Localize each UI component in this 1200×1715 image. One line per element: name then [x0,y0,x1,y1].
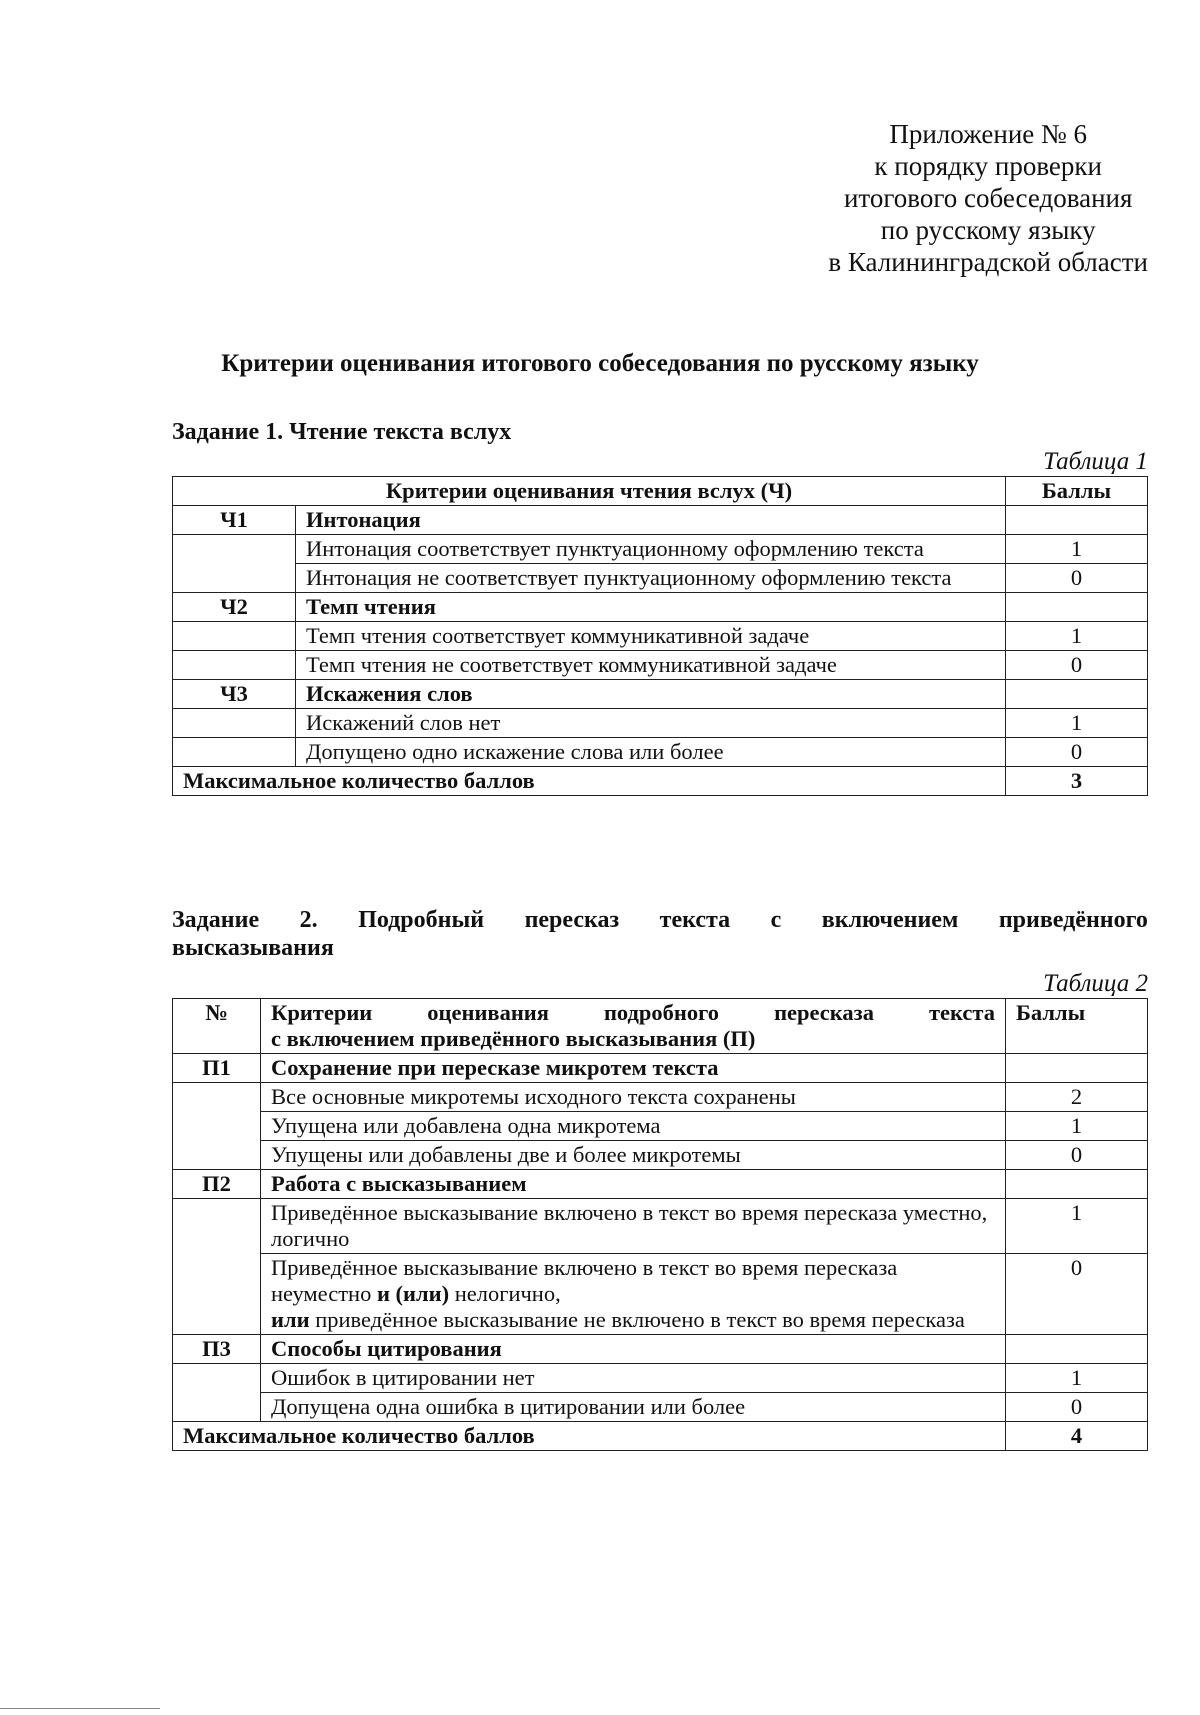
criterion-text: Упущена или добавлена одна микротема [261,1112,1006,1141]
total-score: 4 [1006,1422,1148,1451]
score-cell [1006,1054,1148,1083]
score-cell: 1 [1006,535,1148,564]
score-cell: 2 [1006,1083,1148,1112]
criterion-code: П2 [173,1170,261,1199]
reading-criteria-table [172,476,1148,796]
empty-cell [173,535,296,593]
table-row [173,1364,1148,1393]
score-cell: 1 [1006,709,1148,738]
score-cell: 1 [1006,622,1148,651]
criterion-text: Упущены или добавлены две и более микротемы [261,1141,1006,1170]
table-row [173,709,1148,738]
score-cell: 1 [1006,1364,1148,1393]
header-criteria [261,999,1006,1054]
header-score: Баллы [1006,999,1148,1054]
heading-word: с [770,907,782,933]
total-score: 3 [1006,767,1148,796]
criterion-text: Темп чтения соответствует коммуникативной задаче [296,622,1006,651]
table1-caption: Таблица 1 [1043,448,1148,475]
criterion-code: П3 [173,1335,261,1364]
document-title: Критерии оценивания итогового собеседования по русскому языку [221,350,979,377]
empty-cell [173,1364,261,1422]
header-score: Баллы [1006,477,1148,506]
table-row [173,1335,1148,1364]
criterion-title: Работа с высказыванием [261,1170,1006,1199]
heading-word: 2. [299,907,318,933]
table-row [173,622,1148,651]
table-row [173,1393,1148,1422]
score-cell: 1 [1006,1199,1148,1254]
appendix-line: к порядку проверки [874,151,1102,181]
table-row [173,651,1148,680]
empty-cell [173,709,296,738]
criterion-text: Интонация не соответствует пунктуационному оформлению текста [296,564,1006,593]
appendix-line: Приложение № 6 [889,119,1088,149]
table-row [173,680,1148,709]
heading-word: приведённого [998,907,1148,933]
empty-cell [173,1083,261,1170]
table-row [173,506,1148,535]
heading-word: Подробный [358,907,485,933]
bottom-scan-line [0,1708,160,1709]
empty-cell [173,1199,261,1335]
appendix-line: по русскому языку [880,215,1096,245]
table-row [173,593,1148,622]
table-header-row [173,999,1148,1054]
criterion-text: Все основные микротемы исходного текста сохранены [261,1083,1006,1112]
heading-word: включением [821,907,959,933]
score-cell: 0 [1006,1393,1148,1422]
task2-heading-line1 [172,906,1148,934]
criterion-text: Допущено одно искажение слова или более [296,738,1006,767]
appendix-line: итогового собеседования [843,183,1133,213]
criterion-title: Темп чтения [296,593,1006,622]
criterion-text: Допущена одна ошибка в цитировании или более [261,1393,1006,1422]
task2-heading [172,906,1148,962]
criterion-text: Интонация соответствует пунктуационному оформлению текста [296,535,1006,564]
criterion-title: Интонация [296,506,1006,535]
score-cell [1006,1335,1148,1364]
score-cell: 0 [1006,738,1148,767]
score-cell [1006,1170,1148,1199]
table-header-row [173,477,1148,506]
table-row [173,1083,1148,1112]
text-part-bold: и (или) [376,1281,450,1306]
criterion-code: Ч3 [173,680,296,709]
header-criteria: Критерии оценивания чтения вслух (Ч) [173,477,1006,506]
task1-heading: Задание 1. Чтение текста вслух [172,419,512,445]
criterion-text: Темп чтения не соответствует коммуникативной задаче [296,651,1006,680]
table-row [173,1199,1148,1254]
criterion-text [261,1254,1006,1335]
header-number: № [173,999,261,1054]
total-label: Максимальное количество баллов [173,1422,1006,1451]
task2-heading-line2: высказывания [172,935,334,961]
table-row [173,738,1148,767]
criterion-title: Сохранение при пересказе микротем текста [261,1054,1006,1083]
score-cell: 0 [1006,564,1148,593]
header-criteria-line1: Критерии оценивания подробного пересказа текста [271,1000,995,1025]
appendix-line: в Калининградской области [828,247,1148,277]
text-part-bold: или [271,1307,310,1332]
criterion-title: Искажения слов [296,680,1006,709]
empty-cell [173,622,296,651]
text-part: нелогично, [449,1281,561,1306]
criterion-code: Ч1 [173,506,296,535]
heading-word: Задание [172,907,260,933]
score-cell [1006,506,1148,535]
score-cell [1006,680,1148,709]
header-criteria-line2: с включением приведённого высказывания (П) [271,1026,756,1051]
table-row [173,1254,1148,1335]
criterion-text: Ошибок в цитировании нет [261,1364,1006,1393]
empty-cell [173,651,296,680]
retelling-criteria-table [172,998,1148,1451]
text-part: Приведённое высказывание включено в текст во время пересказа неуместно [271,1255,898,1306]
score-cell: 0 [1006,651,1148,680]
text-part: приведённое высказывание не включено в текст во время пересказа [309,1307,965,1332]
total-row [173,1422,1148,1451]
heading-word: пересказ [524,907,620,933]
appendix-header [828,118,1148,278]
score-cell: 0 [1006,1254,1148,1335]
criterion-code: Ч2 [173,593,296,622]
table-row [173,535,1148,564]
total-row [173,767,1148,796]
table-row [173,1054,1148,1083]
table-row [173,1141,1148,1170]
heading-word: текста [659,907,731,933]
table2-caption: Таблица 2 [1043,970,1148,997]
table-row [173,1170,1148,1199]
criterion-text: Приведённое высказывание включено в текст во время пересказа уместно, логично [261,1199,1006,1254]
criterion-text: Искажений слов нет [296,709,1006,738]
total-label: Максимальное количество баллов [173,767,1006,796]
table-row [173,1112,1148,1141]
score-cell: 1 [1006,1112,1148,1141]
score-cell: 0 [1006,1141,1148,1170]
criterion-title: Способы цитирования [261,1335,1006,1364]
table-row [173,564,1148,593]
score-cell [1006,593,1148,622]
criterion-code: П1 [173,1054,261,1083]
empty-cell [173,738,296,767]
